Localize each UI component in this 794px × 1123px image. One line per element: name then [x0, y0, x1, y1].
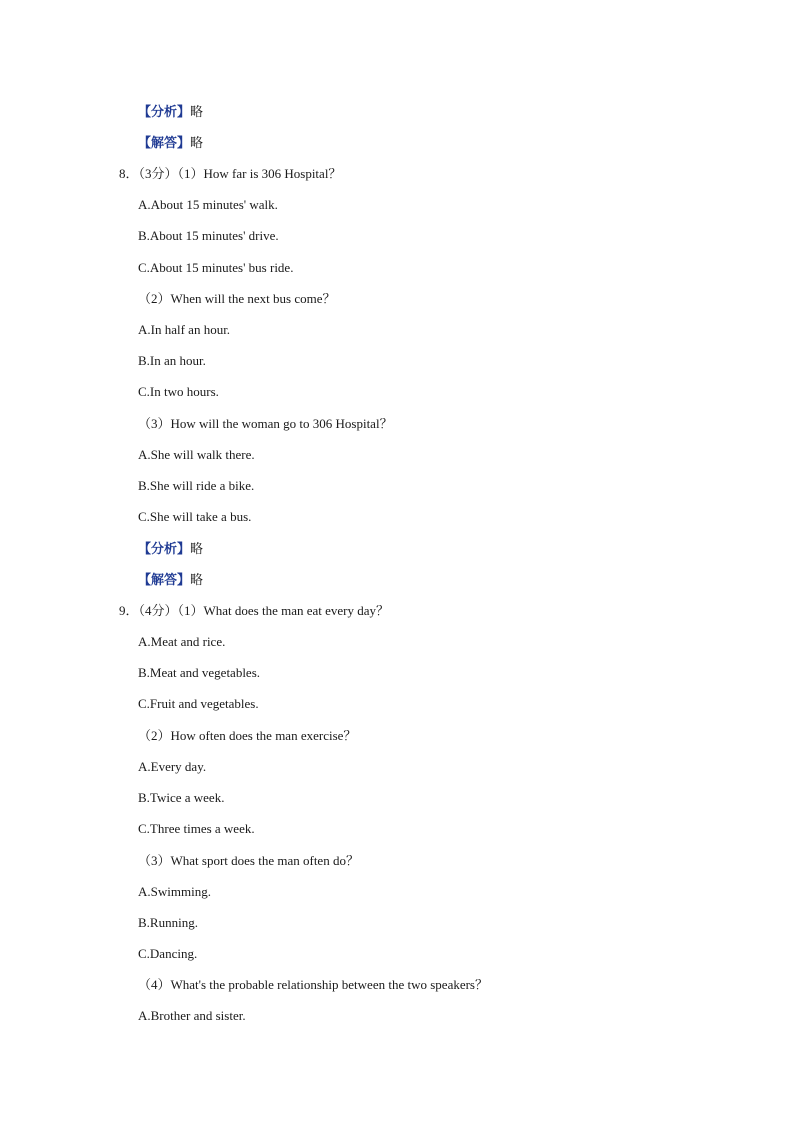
analysis-tag: 【分析】: [138, 542, 191, 557]
analysis-text: 略: [190, 105, 204, 120]
q8-analysis-line: [138, 541, 203, 558]
q8-s2-question: （2）When will the next bus come？: [138, 291, 336, 306]
answer-tag: 【解答】: [138, 136, 191, 151]
q8-s1-option-c: C.About 15 minutes' bus ride.: [138, 260, 294, 275]
q8-s3-option-b: B.She will ride a bike.: [138, 478, 255, 493]
analysis-line: [138, 104, 203, 121]
q8-s2-option-b: B.In an hour.: [138, 353, 206, 368]
q9-s3-option-a: A.Swimming.: [138, 884, 211, 899]
q9-s4-question: （4）What's the probable relationship between the two speakers？: [138, 977, 488, 992]
q8-answer-line: [138, 572, 203, 589]
q9-s1-option-a: A.Meat and rice.: [138, 634, 226, 649]
q9-s2-option-b: B.Twice a week.: [138, 790, 225, 805]
answer-line: [138, 135, 203, 152]
answer-text: 略: [190, 573, 204, 588]
analysis-text: 略: [190, 542, 204, 557]
q8-s1-option-b: B.About 15 minutes' drive.: [138, 228, 279, 243]
question-8-header: 8．（3分）（1）How far is 306 Hospital？: [119, 166, 342, 181]
q8-s3-option-c: C.She will take a bus.: [138, 509, 252, 524]
q9-s3-option-c: C.Dancing.: [138, 946, 198, 961]
q9-s3-question: （3）What sport does the man often do？: [138, 853, 359, 868]
q9-s1-option-c: C.Fruit and vegetables.: [138, 696, 259, 711]
q9-s4-option-a: A.Brother and sister.: [138, 1008, 246, 1023]
q8-s2-option-c: C.In two hours.: [138, 384, 219, 399]
q8-s1-option-a: A.About 15 minutes' walk.: [138, 197, 278, 212]
q8-s3-question: （3）How will the woman go to 306 Hospital？: [138, 416, 393, 431]
answer-tag: 【解答】: [138, 573, 191, 588]
analysis-tag: 【分析】: [138, 105, 191, 120]
q8-s3-option-a: A.She will walk there.: [138, 447, 255, 462]
q9-s3-option-b: B.Running.: [138, 915, 198, 930]
q9-s2-option-c: C.Three times a week.: [138, 821, 255, 836]
q9-s2-question: （2）How often does the man exercise？: [138, 728, 357, 743]
answer-text: 略: [190, 136, 204, 151]
q9-s1-option-b: B.Meat and vegetables.: [138, 665, 261, 680]
q9-s2-option-a: A.Every day.: [138, 759, 207, 774]
q8-s2-option-a: A.In half an hour.: [138, 322, 231, 337]
question-9-header: 9．（4分）（1）What does the man eat every day？: [119, 603, 390, 618]
